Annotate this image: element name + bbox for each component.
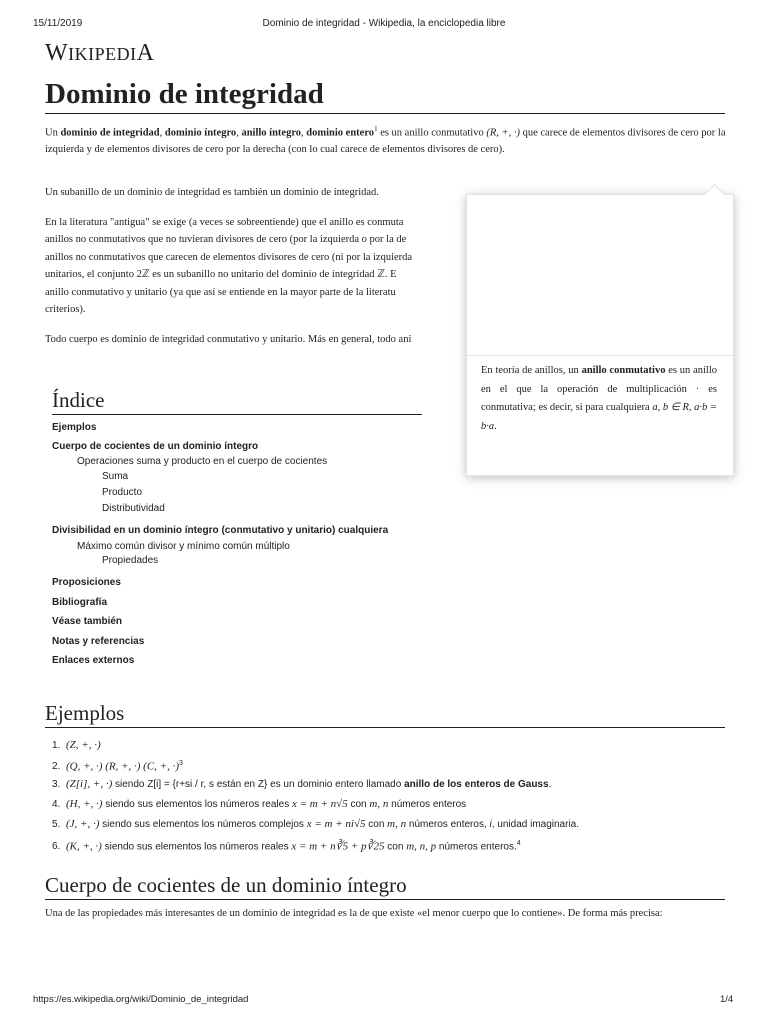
cuerpo-paragraph: Una de las propiedades más interesantes de un dominio de integridad es la de que existe «el menor cuerpo que lo contiene». De forma más precisa: [45, 908, 663, 919]
list-item: 1. (Z, +, ·) [52, 739, 101, 751]
toc-item[interactable]: Suma [102, 471, 129, 482]
intro-paragraph-1: Un dominio de integridad, dominio íntegro, anillo íntegro, dominio entero$^1$ es un anillo conmutativo (R, +, ·) que carece de elementos divisores de cero por la izquierda y de elementos divisores de cero por la derecha (con lo cual carece de elementos divisores de cero). [45, 125, 726, 155]
popup-text: En teoría de anillos, un anillo conmutativo es un anillo en el que la operación de multiplicación · es conmutativa; es decir, si para cualquiera a, b ∈ R, a·b = b·a. [481, 365, 717, 432]
section-heading-cuerpo: Cuerpo de cocientes de un dominio íntegro [45, 873, 407, 897]
toc-item[interactable]: Cuerpo de cocientes de un dominio íntegro [52, 441, 259, 452]
section-rule [45, 899, 725, 900]
section-heading-ejemplos: Ejemplos [45, 701, 125, 725]
intro-paragraph-4: Todo cuerpo es dominio de integridad conmutativo y unitario. Más en general, todo ani [45, 334, 412, 345]
print-date: 15/11/2019 [33, 18, 83, 29]
link-preview-popup[interactable] [466, 194, 734, 476]
toc-item[interactable]: Producto [102, 487, 143, 498]
print-title: Dominio de integridad - Wikipedia, la enciclopedia libre [262, 18, 506, 29]
toc-item[interactable]: Máximo común divisor y mínimo común múltiplo [77, 541, 290, 552]
toc-item[interactable]: Operaciones suma y producto en el cuerpo de cocientes [77, 456, 328, 467]
list-item: 6. (K, +, ·) siendo sus elementos los números reales x = m + n∛5 + p∛25 con m, n, p números enteros.$^4$ [52, 840, 521, 853]
intro-paragraph-3: En la literatura "antigua" se exige (a veces se sobreentiende) que el anillo es conmuta anillos no conmutativos que no tuvieran divisores de cero (por la izquierda o por la de anillos no conmutativos que carecen de elementos divisores de cero (ni por la izquierda unitarios, el conjunto 2ℤ es un subanillo no unitario del dominio de integridad ℤ. E anillo conmutativo y unitario (ya que así se entiende en la mayor parte de la literatu criterios). [45, 217, 413, 316]
intro-paragraph-2: Un subanillo de un dominio de integridad es también un dominio de integridad. [45, 187, 379, 198]
page-url: https://es.wikipedia.org/wiki/Dominio_de_integridad [33, 994, 249, 1005]
gauss-integers-link[interactable]: anillo de los enteros de Gauss [404, 779, 549, 790]
toc-item[interactable]: Distributividad [102, 503, 165, 514]
list-item: 3. (Z[i], +, ·) siendo Z[i] = {r+si / r, s están en Z} es un dominio entero llamado anillo de los enteros de Gauss. [52, 778, 552, 790]
toc-item[interactable]: Ejemplos [52, 422, 97, 433]
toc-item[interactable]: Notas y referencias [52, 636, 145, 647]
title-rule [45, 113, 725, 114]
toc-item[interactable]: Propiedades [102, 555, 159, 566]
footnote-1-link[interactable]: 1 [374, 125, 378, 133]
list-item: 5. (J, +, ·) siendo sus elementos los números complejos x = m + ni√5 con m, n números enteros, i, unidad imaginaria. [52, 818, 580, 830]
section-rule [45, 727, 725, 728]
toc-item[interactable]: Enlaces externos [52, 655, 135, 666]
page-number: 1/4 [720, 994, 734, 1005]
popup-image-area [467, 195, 733, 356]
list-item: 2. (Q, +, ·) (R, +, ·) (C, +, ·)$^3$ [52, 760, 183, 773]
toc-item[interactable]: Divisibilidad en un dominio íntegro (conmutativo y unitario) cualquiera [52, 525, 389, 536]
toc-item[interactable]: Véase también [52, 616, 123, 627]
toc-item[interactable]: Bibliografía [52, 597, 108, 608]
wikipedia-logo[interactable]: WIKIPEDIA [45, 40, 155, 66]
list-item: 4. (H, +, ·) siendo sus elementos los números reales x = m + n√5 con m, n números enteros [52, 798, 467, 810]
toc-title: Índice [52, 388, 105, 412]
toc-item[interactable]: Proposiciones [52, 577, 121, 588]
toc-rule [52, 414, 422, 415]
page-title: Dominio de integridad [45, 78, 324, 110]
